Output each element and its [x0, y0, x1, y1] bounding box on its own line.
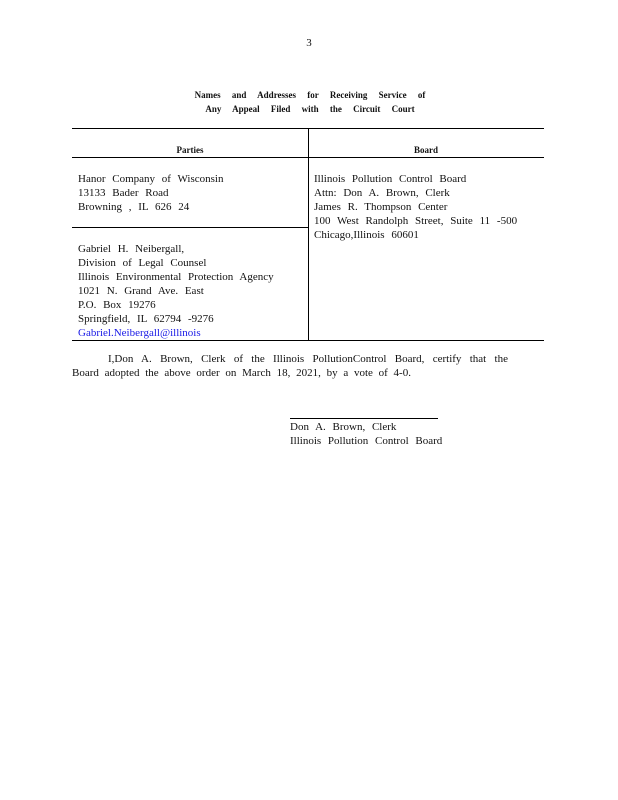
heading-line-2: Any Appeal Filed with the Circuit Court	[205, 104, 415, 114]
address-line: P.O. Box 19276	[78, 299, 156, 311]
service-heading	[130, 88, 490, 116]
email-link[interactable]: Gabriel.Neibergall@illinois	[78, 327, 201, 339]
address-line: Hanor Company of Wisconsin	[78, 173, 224, 185]
signatory-title: Illinois Pollution Control Board	[290, 435, 443, 447]
page-number: 3	[306, 37, 312, 49]
signatory-name: Don A. Brown, Clerk	[290, 421, 397, 433]
parties-column-header: Parties	[176, 145, 204, 155]
party-separator-rule	[72, 227, 308, 228]
address-line: Attn: Don A. Brown, Clerk	[314, 187, 450, 199]
service-table	[72, 128, 544, 341]
header-rule	[72, 157, 544, 158]
address-line: Illinois Environmental Protection Agency	[78, 271, 274, 283]
address-line: 100 West Randolph Street, Suite 11 -500	[314, 215, 518, 227]
address-line: Illinois Pollution Control Board	[314, 173, 467, 185]
column-divider	[308, 129, 309, 340]
address-line: 13133 Bader Road	[78, 187, 169, 199]
board-address	[314, 172, 517, 242]
party-hanor-address	[78, 172, 223, 214]
address-line: Gabriel H. Neibergall,	[78, 243, 185, 255]
board-column-header: Board	[413, 145, 438, 155]
address-line: James R. Thompson Center	[314, 201, 448, 213]
address-line: Springfield, IL 62794 -9276	[78, 313, 214, 325]
party-iepa-address	[78, 242, 274, 340]
address-line: 1021 N. Grand Ave. East	[78, 285, 204, 297]
certification-paragraph: I,Don A. Brown, Clerk of the Illinois PollutionControl Board, certify that the Board adopted the above order on March 18, 2021, by a vote of 4-0.	[72, 353, 508, 379]
heading-line-1: Names and Addresses for Receiving Service of	[194, 90, 426, 100]
address-line: Division of Legal Counsel	[78, 257, 207, 269]
address-line: Chicago,Illinois 60601	[314, 229, 419, 241]
address-line: Browning , IL 626 24	[78, 201, 190, 213]
signature-line	[290, 418, 438, 419]
signature-block	[290, 420, 442, 448]
